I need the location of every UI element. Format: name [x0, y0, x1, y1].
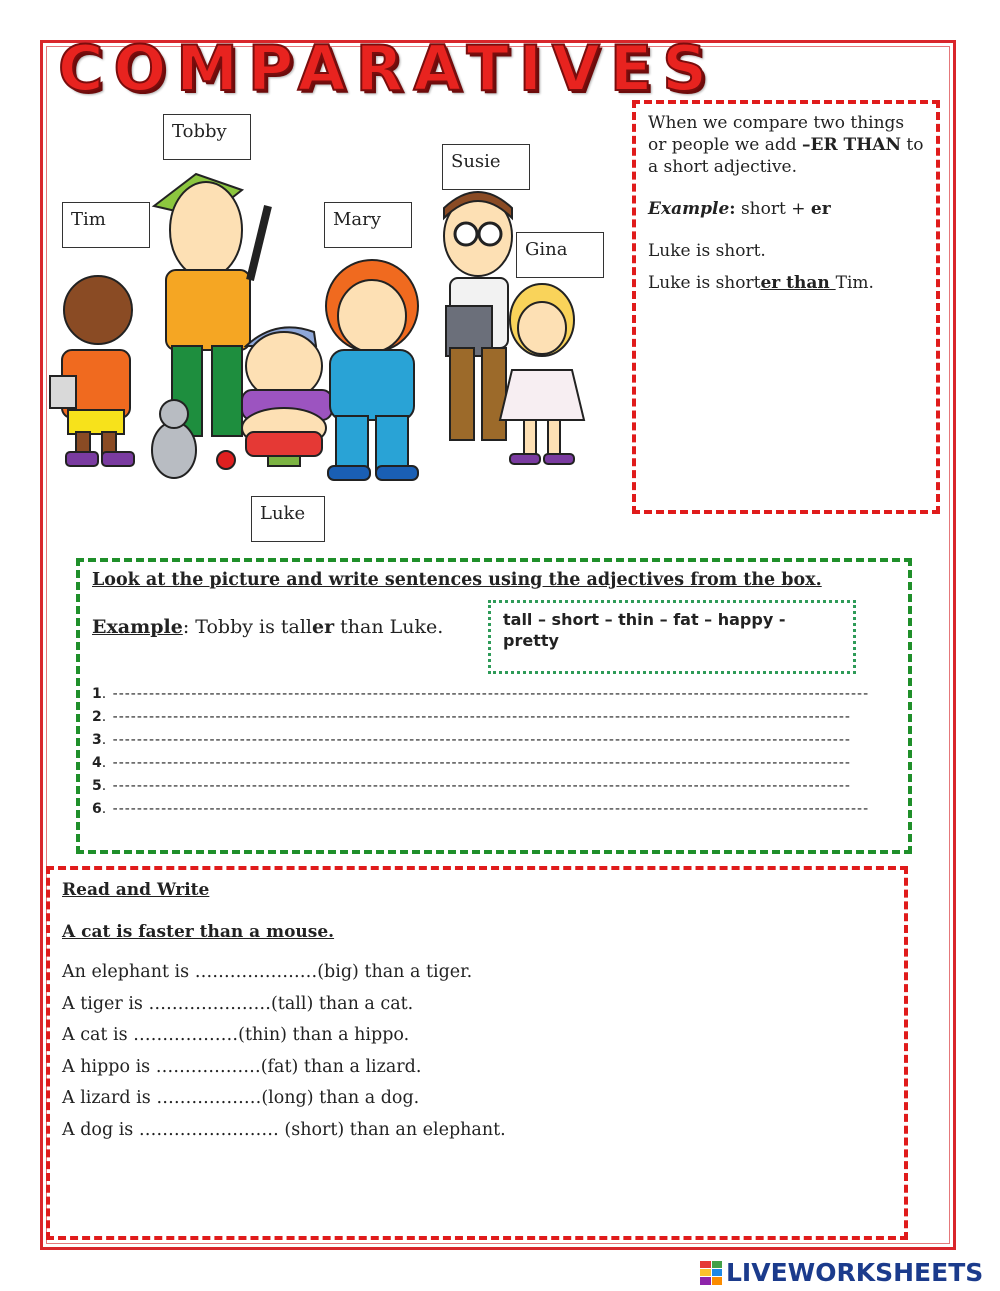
rule-intro: When we compare two things or people we add –ER THAN to a short adjective.: [648, 113, 924, 177]
adjectives-box: tall – short – thin – fat – happy - pretty: [488, 600, 856, 674]
answer-line[interactable]: 2 . --------------------------------------------------------------------------------------------------------------------------: [92, 709, 851, 725]
fill-blank-sentence[interactable]: An elephant is …………………(big) than a tiger.: [62, 962, 473, 982]
fill-blank-sentence[interactable]: A dog is …………………… (short) than an elephant.: [62, 1119, 506, 1140]
answer-line[interactable]: 1 . -----------------------------------------------------------------------------------------------------------------------------: [92, 686, 870, 702]
read-and-write-box: [46, 866, 908, 1240]
exercise-instruction: Look at the picture and write sentences using the adjectives from the box.: [92, 570, 822, 590]
answer-lines: [92, 686, 898, 824]
tim-figure: [50, 276, 134, 466]
rule-sentence-1: Luke is short.: [648, 241, 766, 261]
name-label-susie: Susie: [442, 144, 530, 190]
name-label-tobby: Tobby: [163, 114, 251, 160]
page-title: COMPARATIVES: [58, 32, 717, 105]
rule-example: Example: short + er: [648, 199, 831, 219]
exercise-box: [76, 558, 912, 854]
mary-figure: [326, 260, 418, 480]
logo-text: LIVEWORKSHEETS: [726, 1258, 984, 1287]
name-label-mary: Mary: [324, 202, 412, 248]
rule-sentence-2: Luke is shorter than Tim.: [648, 273, 874, 293]
answer-line[interactable]: 5 . --------------------------------------------------------------------------------------------------------------------------: [92, 778, 851, 794]
read-write-title: Read and Write: [62, 880, 210, 900]
susie-figure: [444, 192, 512, 440]
children-illustration: [46, 110, 626, 530]
fill-blank-sentence[interactable]: A hippo is ………………(fat) than a lizard.: [62, 1056, 422, 1077]
name-label-gina: Gina: [516, 232, 604, 278]
answer-line[interactable]: 4 . --------------------------------------------------------------------------------------------------------------------------: [92, 755, 851, 771]
answer-line[interactable]: 3 . --------------------------------------------------------------------------------------------------------------------------: [92, 732, 851, 748]
read-write-example: A cat is faster than a mouse.: [62, 922, 335, 942]
logo-icon: [700, 1261, 722, 1285]
name-label-tim: Tim: [62, 202, 150, 248]
liveworksheets-logo: [700, 1258, 983, 1287]
name-label-luke: Luke: [251, 496, 325, 542]
children-drawing: [46, 110, 626, 530]
luke-figure: [242, 327, 332, 466]
rule-explanation-box: [632, 100, 940, 514]
gina-figure: [500, 284, 584, 464]
fill-blank-sentence[interactable]: A lizard is ………………(long) than a dog.: [62, 1088, 420, 1109]
read-write-sentences: [62, 962, 506, 1152]
fill-blank-sentence[interactable]: A cat is ………………(thin) than a hippo.: [62, 1025, 410, 1046]
answer-line[interactable]: 6 . -----------------------------------------------------------------------------------------------------------------------------: [92, 801, 870, 817]
exercise-example: Example: Tobby is taller than Luke.: [92, 616, 444, 638]
fill-blank-sentence[interactable]: A tiger is …………………(tall) than a cat.: [62, 993, 414, 1014]
